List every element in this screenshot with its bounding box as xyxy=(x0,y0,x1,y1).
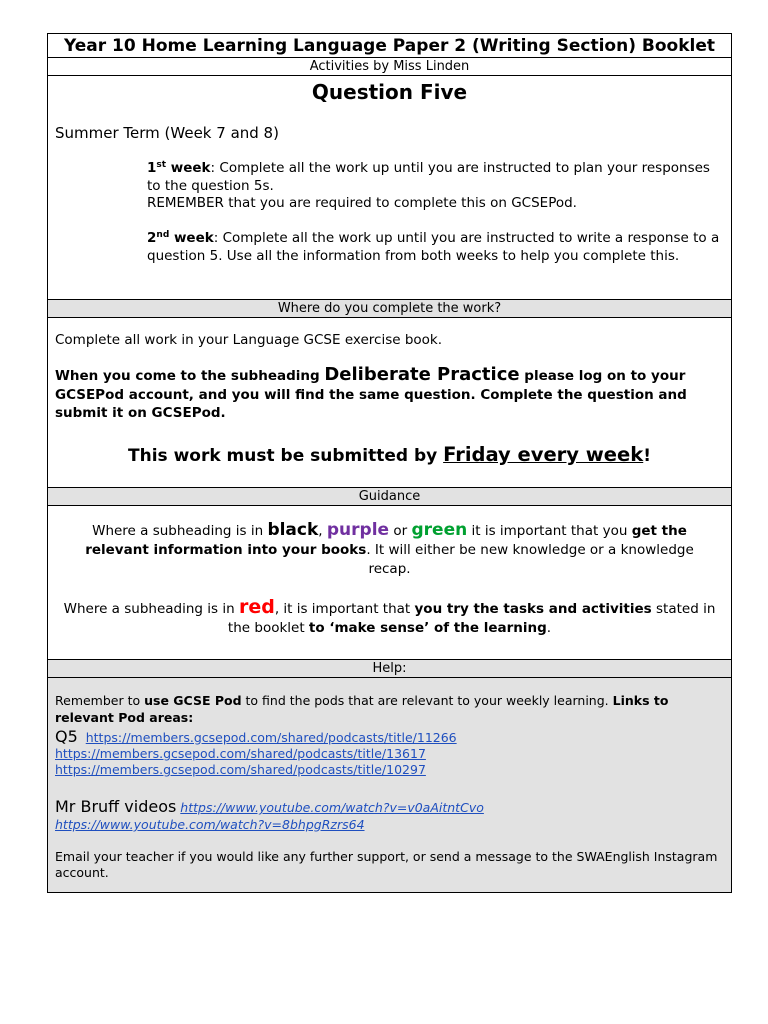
pod-link-13617[interactable]: https://members.gcsepod.com/shared/podcasts/title/13617 xyxy=(55,746,426,761)
youtube-link-2[interactable]: https://www.youtube.com/watch?v=8bhpgRzrs64 xyxy=(55,817,365,832)
author-line: Activities by Miss Linden xyxy=(48,58,731,76)
page-title: Year 10 Home Learning Language Paper 2 (Writing Section) Booklet xyxy=(48,34,731,58)
guidance-heading: Guidance xyxy=(48,488,731,506)
week1-text: : Complete all the work up until you are instructed to plan your responses to the question 5s. xyxy=(147,160,710,194)
mr-bruff-label: Mr Bruff videos xyxy=(55,797,177,816)
week1-remember: REMEMBER that you are required to complete this on GCSEPod. xyxy=(147,195,577,211)
week1-label: 1st week xyxy=(147,160,211,176)
deliberate-practice-note: When you come to the subheading Deliberate Practice please log on to your GCSEPod account, and you will find the same question. Complete the question and submit it on GCSEPod. xyxy=(55,364,687,421)
pod-link-11266[interactable]: https://members.gcsepod.com/shared/podcasts/title/11266 xyxy=(85,730,457,745)
pod-link-10297[interactable]: https://members.gcsepod.com/shared/podcasts/title/10297 xyxy=(55,762,426,777)
week1-instructions xyxy=(147,160,725,213)
where-section xyxy=(48,318,731,488)
help-intro: Remember to use GCSE Pod to find the pods that are relevant to your weekly learning. Links to relevant Pod areas: xyxy=(55,693,669,725)
deadline-emphasis: Friday every week xyxy=(443,443,644,466)
submission-deadline: This work must be submitted by Friday every week! xyxy=(128,443,651,466)
youtube-link-1[interactable]: https://www.youtube.com/watch?v=v0aAitntCvo xyxy=(180,800,484,815)
week2-text: : Complete all the work up until you are instructed to write a response to a question 5. Use all the information from both weeks to help you complete this. xyxy=(147,230,720,264)
pod-links xyxy=(55,729,457,778)
support-note: Email your teacher if you would like any further support, or send a message to the SWAEnglish Instagram account. xyxy=(55,849,718,880)
colour-word-purple: purple xyxy=(326,520,390,540)
guidance-colour-note-1: Where a subheading is in black, purple or green it is important that you get the relevant information into your books. It will either be new knowledge or a knowledge recap. xyxy=(85,520,694,577)
guidance-colour-note-2: Where a subheading is in red, it is important that you try the tasks and activities stated in the booklet to ‘make sense’ of the learning. xyxy=(63,596,716,636)
help-heading: Help: xyxy=(48,660,731,678)
help-section xyxy=(48,678,731,892)
where-instruction: Complete all work in your Language GCSE exercise book. xyxy=(55,332,443,348)
term-heading: Summer Term (Week 7 and 8) xyxy=(55,124,279,142)
q5-label: Q5 xyxy=(55,727,78,746)
where-heading: Where do you complete the work? xyxy=(48,300,731,318)
question-section xyxy=(48,76,731,300)
colour-word-green: green xyxy=(411,520,468,540)
week2-label: 2nd week xyxy=(147,230,214,246)
booklet-sheet xyxy=(47,33,732,893)
week2-instructions xyxy=(147,230,725,265)
youtube-links xyxy=(55,798,484,833)
question-title: Question Five xyxy=(311,80,468,104)
colour-word-red: red xyxy=(238,596,275,618)
colour-word-black: black xyxy=(267,520,319,540)
guidance-section xyxy=(48,506,731,660)
deliberate-practice-term: Deliberate Practice xyxy=(324,364,520,385)
